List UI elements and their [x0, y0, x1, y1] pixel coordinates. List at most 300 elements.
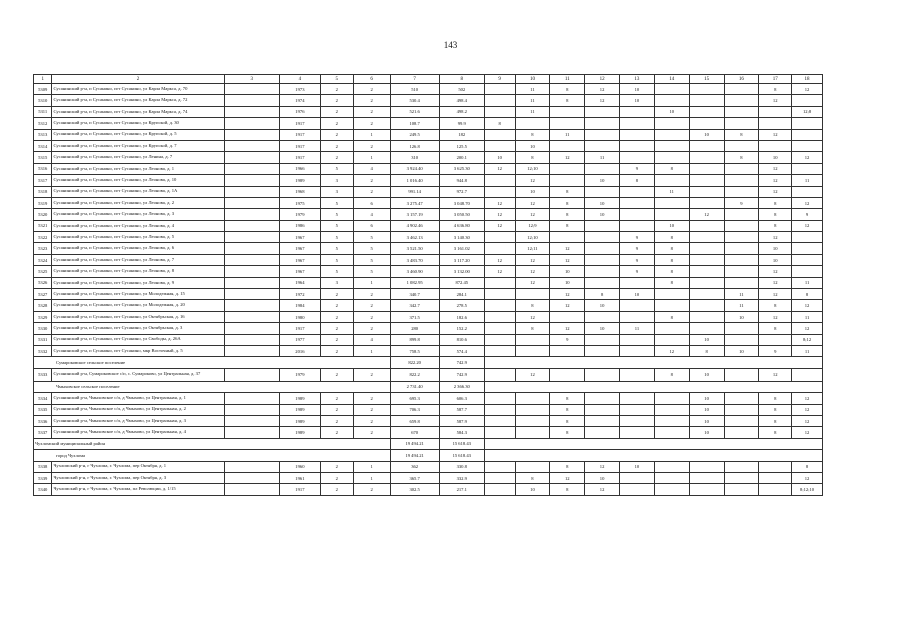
value-cell [515, 289, 550, 300]
value-cell [620, 186, 655, 197]
value-cell: 8 [759, 197, 792, 208]
value-cell [620, 300, 655, 311]
value-cell: 12 [550, 472, 585, 483]
value-cell: 125.5 [439, 140, 484, 151]
value-cell: 12 [515, 368, 550, 381]
row-id-cell: 5314 [34, 140, 52, 151]
value-cell: 1960 [279, 461, 320, 472]
row-id-cell: 5325 [34, 266, 52, 277]
value-cell [654, 415, 689, 426]
row-id-cell: 5312 [34, 118, 52, 129]
row-id-cell: 5318 [34, 186, 52, 197]
value-cell: 12 [585, 461, 620, 472]
value-cell [224, 289, 279, 300]
address-cell: Сусанинский р-н, Чмыховское с/п, д Чмыхово, ул Центральная, д. 4 [52, 427, 224, 438]
row-id-cell: 5324 [34, 254, 52, 265]
value-cell: 8 [792, 289, 823, 300]
value-cell [585, 427, 620, 438]
value-cell: 8 [792, 461, 823, 472]
value-cell: 1 [353, 345, 390, 356]
row-id-cell: 5329 [34, 311, 52, 322]
value-cell: 1 [353, 152, 390, 163]
value-cell [620, 334, 655, 345]
value-cell [585, 220, 620, 231]
value-cell: 126.8 [390, 140, 439, 151]
value-cell: 2 [320, 393, 353, 404]
value-cell [224, 484, 279, 495]
value-cell [484, 404, 515, 415]
value-cell: 2 [353, 427, 390, 438]
value-cell [792, 243, 823, 254]
value-cell [585, 163, 620, 174]
value-cell [585, 186, 620, 197]
value-cell [689, 289, 724, 300]
value-cell: 584.3 [439, 427, 484, 438]
value-cell: 12 [550, 300, 585, 311]
row-id-cell: 5334 [34, 393, 52, 404]
value-cell [654, 393, 689, 404]
value-cell: 10 [585, 472, 620, 483]
value-cell [724, 118, 759, 129]
value-cell: 2 [320, 461, 353, 472]
value-cell: 2 [320, 472, 353, 483]
value-cell [654, 84, 689, 95]
value-cell: 8 [550, 461, 585, 472]
table-row [34, 220, 823, 231]
value-cell: 5 [320, 266, 353, 277]
table-row [34, 415, 823, 426]
value-cell [724, 243, 759, 254]
value-cell: 5 [353, 254, 390, 265]
value-cell: 8 [759, 427, 792, 438]
value-cell: 587.9 [439, 415, 484, 426]
value-cell: 10 [515, 186, 550, 197]
value-cell: 8 [654, 243, 689, 254]
value-cell: 2 [353, 393, 390, 404]
address-cell: Сусанинский р-н, п Сусанино, пгт Сусанино, ул Карла Маркса, д. 70 [52, 84, 224, 95]
value-cell: 11 [724, 300, 759, 311]
value-cell [224, 415, 279, 426]
value-cell [484, 84, 515, 95]
group-total-area: 19 494.21 [390, 450, 439, 461]
value-cell [224, 243, 279, 254]
value-cell: 9 [792, 209, 823, 220]
value-cell [224, 277, 279, 288]
value-cell [585, 129, 620, 140]
row-id-cell: 5316 [34, 163, 52, 174]
value-cell [224, 152, 279, 163]
value-cell [689, 197, 724, 208]
value-cell: 332.9 [439, 472, 484, 483]
table-row [34, 393, 823, 404]
value-cell: 8 [550, 427, 585, 438]
value-cell [689, 95, 724, 106]
value-cell [654, 300, 689, 311]
value-cell: 12 [759, 95, 792, 106]
address-cell: Сусанинский р-н, п Сусанино, пгт Сусанино, ул Ленина, д. 7 [52, 152, 224, 163]
value-cell: 10 [724, 345, 759, 356]
value-cell: 8;12;10 [792, 484, 823, 495]
column-number-cell: 1 [34, 75, 52, 84]
row-id-cell: 5333 [34, 368, 52, 381]
value-cell: 12;10 [515, 232, 550, 243]
value-cell: 2 [353, 106, 390, 117]
value-cell: 8 [515, 323, 550, 334]
value-cell [224, 404, 279, 415]
value-cell [689, 277, 724, 288]
value-cell [654, 209, 689, 220]
value-cell: 11 [792, 311, 823, 322]
value-cell: 12 [484, 209, 515, 220]
value-cell [224, 95, 279, 106]
value-cell [224, 118, 279, 129]
value-cell [724, 427, 759, 438]
value-cell [654, 427, 689, 438]
value-cell: 1973 [279, 84, 320, 95]
value-cell [224, 334, 279, 345]
value-cell: 8 [654, 277, 689, 288]
value-cell: 2 [320, 152, 353, 163]
value-cell [654, 129, 689, 140]
value-cell [689, 243, 724, 254]
value-cell [550, 106, 585, 117]
address-cell: Сусанинский р-н, п Сусанино, пгт Сусанино, ул Крупской, д. 5 [52, 129, 224, 140]
value-cell [689, 323, 724, 334]
table-row [34, 84, 823, 95]
value-cell: 12 [515, 266, 550, 277]
table-row [34, 232, 823, 243]
address-cell: Сусанинский р-н, п Сусанино, пгт Сусанино, ул Леонова, д. 8 [52, 266, 224, 277]
value-cell [550, 345, 585, 356]
value-cell: 1917 [279, 323, 320, 334]
value-cell [585, 140, 620, 151]
row-id-cell: 5321 [34, 220, 52, 231]
value-cell: 12 [792, 472, 823, 483]
value-cell [689, 311, 724, 322]
value-cell: 8 [550, 209, 585, 220]
value-cell [620, 277, 655, 288]
value-cell: 606.3 [439, 393, 484, 404]
value-cell: 3 924.40 [390, 163, 439, 174]
value-cell [689, 220, 724, 231]
value-cell: 302.5 [390, 484, 439, 495]
row-id-cell: 5335 [34, 404, 52, 415]
value-cell [689, 118, 724, 129]
value-cell: 8 [654, 368, 689, 381]
value-cell: 8 [759, 300, 792, 311]
value-cell [724, 334, 759, 345]
value-cell [792, 186, 823, 197]
value-cell [224, 311, 279, 322]
value-cell [689, 186, 724, 197]
value-cell: 12 [689, 209, 724, 220]
value-cell [689, 254, 724, 265]
value-cell: 8 [515, 300, 550, 311]
value-cell: 12 [515, 277, 550, 288]
value-cell: 12 [550, 152, 585, 163]
value-cell [224, 106, 279, 117]
value-cell: 8 [550, 220, 585, 231]
value-cell: 10 [585, 323, 620, 334]
row-id-cell: 5315 [34, 152, 52, 163]
value-cell [585, 118, 620, 129]
value-cell: 12 [585, 84, 620, 95]
value-cell: 6 [353, 197, 390, 208]
value-cell [484, 461, 515, 472]
row-id-cell: 5331 [34, 334, 52, 345]
value-cell: 330.8 [439, 461, 484, 472]
value-cell: 342.7 [390, 300, 439, 311]
value-cell [550, 118, 585, 129]
value-cell: 12 [792, 152, 823, 163]
value-cell: 12 [484, 266, 515, 277]
value-cell: 3 521.50 [390, 243, 439, 254]
value-cell [724, 163, 759, 174]
value-cell: 217.1 [439, 484, 484, 495]
group-subtotal-row [34, 357, 823, 368]
value-cell: 8 [550, 197, 585, 208]
value-cell: 9 [620, 254, 655, 265]
value-cell: 3 275.47 [390, 197, 439, 208]
value-cell: 2 [320, 404, 353, 415]
value-cell: 12 [515, 254, 550, 265]
row-id-cell: 5320 [34, 209, 52, 220]
column-number-row [34, 75, 823, 84]
address-cell: Сусанинский р-н, Чмыховское с/п, д Чмыхово, ул Центральная, д. 2 [52, 404, 224, 415]
value-cell [620, 345, 655, 356]
value-cell: 8 [759, 220, 792, 231]
row-id-cell: 5332 [34, 345, 52, 356]
value-cell [224, 140, 279, 151]
value-cell: 9 [724, 197, 759, 208]
value-cell [654, 323, 689, 334]
value-cell: 8 [654, 311, 689, 322]
value-cell [484, 300, 515, 311]
value-cell: 10 [585, 175, 620, 186]
column-number-cell: 2 [52, 75, 224, 84]
value-cell [585, 311, 620, 322]
value-cell [724, 84, 759, 95]
group-empty-cells [484, 381, 822, 392]
value-cell: 4 [353, 334, 390, 345]
table-row [34, 345, 823, 356]
value-cell: 12 [792, 220, 823, 231]
value-cell: 10 [585, 209, 620, 220]
column-number-cell: 18 [792, 75, 823, 84]
value-cell [515, 334, 550, 345]
value-cell: 12 [550, 254, 585, 265]
row-id-cell: 5340 [34, 484, 52, 495]
table-row [34, 106, 823, 117]
value-cell: 1974 [279, 95, 320, 106]
row-id-cell: 5339 [34, 472, 52, 483]
value-cell [792, 118, 823, 129]
value-cell [654, 461, 689, 472]
table-row [34, 209, 823, 220]
address-cell: Сусанинский р-н, п Сусанино, пгт Сусанино, ул Леонова, д. 1 [52, 163, 224, 174]
value-cell [689, 84, 724, 95]
row-id-cell: 5311 [34, 106, 52, 117]
value-cell: 8 [550, 393, 585, 404]
value-cell [484, 140, 515, 151]
value-cell: 758.5 [390, 345, 439, 356]
value-cell: 1979 [279, 209, 320, 220]
value-cell [585, 334, 620, 345]
value-cell: 12 [759, 266, 792, 277]
value-cell: 12 [759, 368, 792, 381]
column-number-cell: 12 [585, 75, 620, 84]
value-cell: 249.5 [390, 129, 439, 140]
value-cell: 4 902.46 [390, 220, 439, 231]
table-row [34, 334, 823, 345]
value-cell: 502 [439, 84, 484, 95]
value-cell [689, 484, 724, 495]
address-cell: Чухломский р-н, г Чухлома, г. Чухлома, пер Октября, д. 1 [52, 461, 224, 472]
value-cell: 1989 [279, 415, 320, 426]
value-cell: 12 [585, 95, 620, 106]
value-cell: 1 [353, 461, 390, 472]
value-cell: 9 [759, 345, 792, 356]
value-cell: 972.7 [439, 186, 484, 197]
value-cell [224, 175, 279, 186]
value-cell: 8 [759, 393, 792, 404]
row-id-cell: 5330 [34, 323, 52, 334]
value-cell: 10 [484, 152, 515, 163]
value-cell: 1976 [279, 106, 320, 117]
value-cell: 8 [515, 472, 550, 483]
value-cell: 8 [689, 345, 724, 356]
value-cell: 659.8 [390, 415, 439, 426]
value-cell: 2 [353, 118, 390, 129]
column-number-cell: 6 [353, 75, 390, 84]
value-cell: 10 [585, 300, 620, 311]
value-cell: 11 [724, 289, 759, 300]
value-cell: 1986 [279, 220, 320, 231]
value-cell [620, 106, 655, 117]
value-cell [224, 461, 279, 472]
value-cell: 10 [724, 311, 759, 322]
value-cell: 8 [550, 84, 585, 95]
value-cell: 1 [353, 472, 390, 483]
value-cell [792, 368, 823, 381]
value-cell [654, 140, 689, 151]
value-cell: 11 [550, 129, 585, 140]
value-cell: 12 [550, 323, 585, 334]
value-cell [484, 186, 515, 197]
value-cell [689, 461, 724, 472]
value-cell: 1917 [279, 152, 320, 163]
value-cell: 1979 [279, 368, 320, 381]
value-cell: 8 [620, 175, 655, 186]
value-cell: 11 [585, 152, 620, 163]
address-cell: Сусанинский р-н, п Сусанино, пгт Сусанино, ул Леонова, д. 2 [52, 197, 224, 208]
value-cell [620, 152, 655, 163]
value-cell: 1 082.95 [390, 277, 439, 288]
value-cell: 12 [759, 129, 792, 140]
table-row [34, 197, 823, 208]
value-cell [654, 289, 689, 300]
group-total-area: 19 494.21 [390, 438, 439, 449]
value-cell [515, 404, 550, 415]
group-label: Чмыховское сельское поселение [34, 381, 391, 392]
page-number: 143 [443, 40, 458, 50]
value-cell [759, 472, 792, 483]
value-cell [515, 393, 550, 404]
value-cell: 12 [759, 277, 792, 288]
address-cell: Сусанинский р-н, п Сусанино, пгт Сусанино, ул Молодежная, д. 20 [52, 300, 224, 311]
value-cell [724, 472, 759, 483]
value-cell: 12 [484, 163, 515, 174]
column-number-cell: 9 [484, 75, 515, 84]
value-cell [792, 140, 823, 151]
value-cell: 2 [353, 404, 390, 415]
value-cell [484, 345, 515, 356]
value-cell: 8 [515, 152, 550, 163]
value-cell: 8 [550, 484, 585, 495]
value-cell: 11 [515, 84, 550, 95]
value-cell [484, 106, 515, 117]
value-cell [654, 334, 689, 345]
value-cell [585, 393, 620, 404]
address-cell: Сусанинский р-н, п Сусанино, пгт Сусанино, ул Молодежная, д. 15 [52, 289, 224, 300]
value-cell [484, 427, 515, 438]
value-cell: 1972 [279, 289, 320, 300]
value-cell [654, 118, 689, 129]
value-cell: 12 [550, 243, 585, 254]
value-cell [654, 175, 689, 186]
value-cell: 10 [689, 334, 724, 345]
value-cell: 12 [759, 175, 792, 186]
group-subtotal-row [34, 438, 823, 449]
value-cell [484, 232, 515, 243]
group-living-area: 15 618.43 [439, 438, 484, 449]
value-cell: 2 [353, 300, 390, 311]
value-cell: 10 [620, 461, 655, 472]
value-cell: 2 [320, 140, 353, 151]
value-cell [689, 152, 724, 163]
row-id-cell: 5327 [34, 289, 52, 300]
value-cell: 2 [320, 427, 353, 438]
address-cell: Сусанинский р-н, п Сусанино, пгт Сусанино, ул Свободы, д. 26А [52, 334, 224, 345]
value-cell: 991.14 [390, 186, 439, 197]
value-cell: 310 [390, 152, 439, 163]
value-cell [224, 323, 279, 334]
value-cell: 1967 [279, 266, 320, 277]
value-cell: 12 [484, 197, 515, 208]
group-subtotal-row [34, 450, 823, 461]
value-cell: 11 [654, 186, 689, 197]
value-cell [689, 472, 724, 483]
value-cell [484, 311, 515, 322]
value-cell: 10 [689, 129, 724, 140]
value-cell: 9 [620, 243, 655, 254]
value-cell [620, 427, 655, 438]
address-cell: Сусанинский р-н, п Сусанино, пгт Сусанино, ул Леонова, д. 4 [52, 220, 224, 231]
value-cell: 8 [654, 232, 689, 243]
value-cell: 3 140.30 [439, 232, 484, 243]
value-cell [550, 163, 585, 174]
value-cell: 510 [390, 84, 439, 95]
value-cell: 1967 [279, 254, 320, 265]
value-cell: 8 [759, 404, 792, 415]
value-cell: 10 [550, 277, 585, 288]
value-cell: 587.7 [439, 404, 484, 415]
value-cell: 12 [792, 415, 823, 426]
address-cell: Сусанинский р-н, п Сусанино, пгт Сусанино, ул Октябрьская, д. 3 [52, 323, 224, 334]
value-cell: 12 [484, 220, 515, 231]
value-cell: 11 [792, 175, 823, 186]
value-cell: 4 [353, 209, 390, 220]
